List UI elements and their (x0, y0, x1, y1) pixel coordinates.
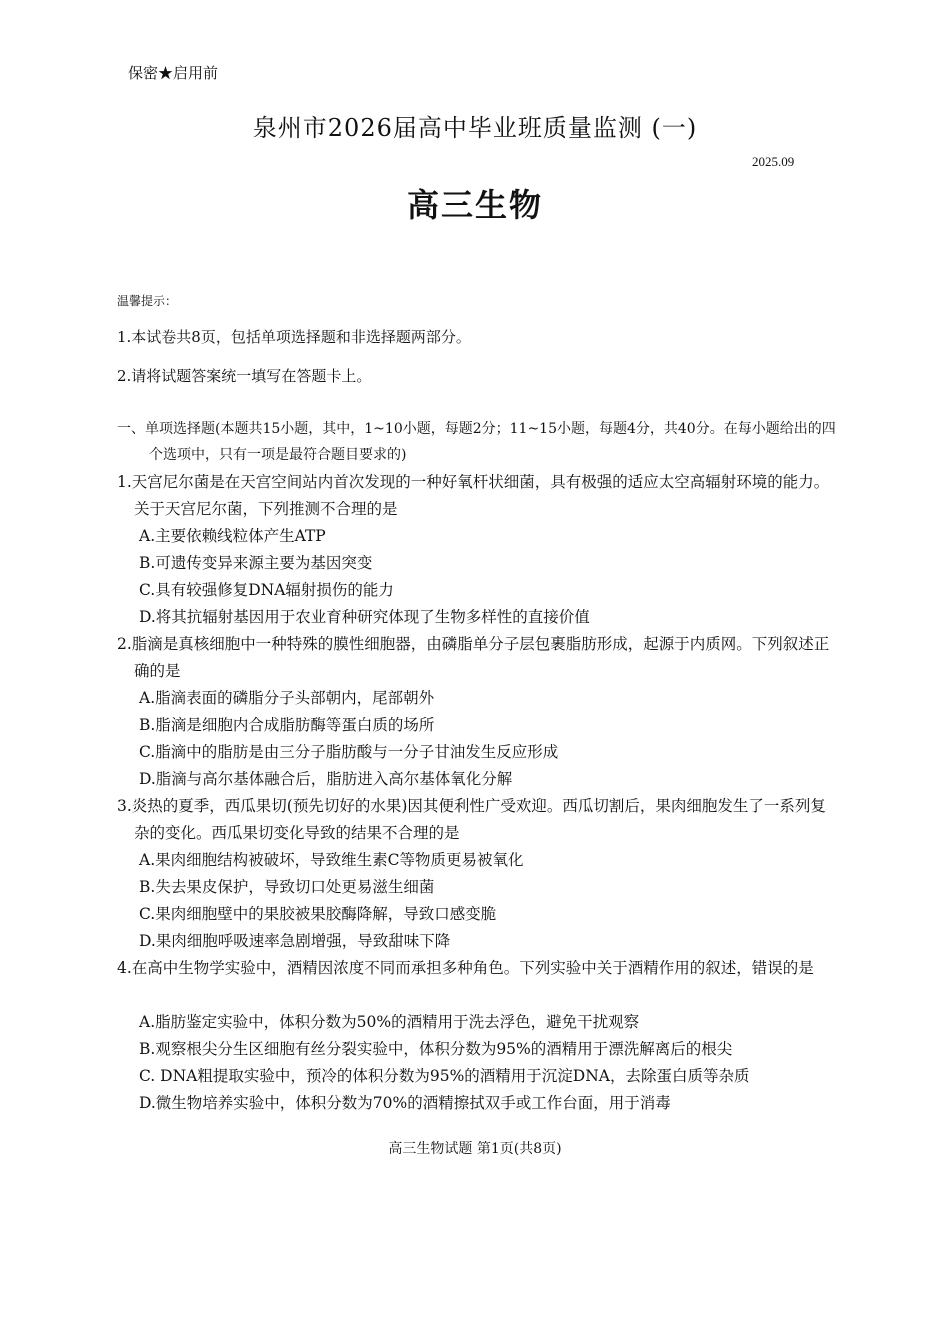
option: D.微生物培养实验中，体积分数为70%的酒精擦拭双手或工作台面，用于消毒 (139, 1094, 671, 1112)
option: A.果肉细胞结构被破坏，导致维生素C等物质更易被氧化 (139, 851, 524, 869)
option: A.主要依赖线粒体产生ATP (139, 527, 326, 545)
question-stem: 1.天宫尼尔菌是在天宫空间站内首次发现的一种好氧杆状细菌，具有极强的适应太空高辐射环境的能力。关于天宫尼尔菌，下列推测不合理的是 (117, 473, 830, 518)
exam-title: 泉州市2026届高中毕业班质量监测 (一) (252, 114, 698, 142)
tip-item: 1.本试卷共8页，包括单项选择题和非选择题两部分。 (117, 328, 471, 346)
page-footer: 高三生物试题 第1页(共8页) (388, 1141, 562, 1157)
option: D.将其抗辐射基因用于农业育种研究体现了生物多样性的直接价值 (139, 608, 590, 626)
exam-date: 2025.09 (752, 154, 795, 169)
option: C.果肉细胞壁中的果胶被果胶酶降解，导致口感变脆 (139, 905, 497, 923)
confidential-label: 保密★启用前 (128, 64, 219, 82)
subject-title: 高三生物 (406, 186, 543, 224)
tip-item: 2.请将试题答案统一填写在答题卡上。 (117, 367, 372, 385)
option: B.观察根尖分生区细胞有丝分裂实验中，体积分数为95%的酒精用于漂洗解离后的根尖 (139, 1040, 733, 1058)
option: B.脂滴是细胞内合成脂肪酶等蛋白质的场所 (139, 716, 435, 734)
tips-heading: 温馨提示： (117, 294, 178, 308)
question-stem: 2.脂滴是真核细胞中一种特殊的膜性细胞器，由磷脂单分子层包裹脂肪形成，起源于内质网。下列叙述正确的是 (117, 635, 830, 680)
option: C.脂滴中的脂肪是由三分子脂肪酸与一分子甘油发生反应形成 (139, 743, 559, 761)
option: D.脂滴与高尔基体融合后，脂肪进入高尔基体氧化分解 (139, 770, 513, 788)
option: D.果肉细胞呼吸速率急剧增强，导致甜味下降 (139, 932, 451, 950)
option: C.具有较强修复DNA辐射损伤的能力 (139, 581, 394, 599)
section-heading: 一、单项选择题(本题共15小题，其中，1~10小题，每题2分；11~15小题，每题4分，共40分。在每小题给出的四个选项中，只有一项是最符合题目要求的) (117, 421, 836, 463)
option: B.失去果皮保护，导致切口处更易滋生细菌 (139, 878, 435, 896)
option: C. DNA粗提取实验中，预冷的体积分数为95%的酒精用于沉淀DNA，去除蛋白质等杂质 (139, 1067, 750, 1085)
question-stem: 4.在高中生物学实验中，酒精因浓度不同而承担多种角色。下列实验中关于酒精作用的叙述，错误的是 (117, 959, 814, 977)
question-stem: 3.炎热的夏季，西瓜果切(预先切好的水果)因其便利性广受欢迎。西瓜切割后，果肉细胞发生了一系列复杂的变化。西瓜果切变化导致的结果不合理的是 (117, 797, 826, 842)
option: A.脂滴表面的磷脂分子头部朝内，尾部朝外 (139, 689, 435, 707)
option: B.可遗传变异来源主要为基因突变 (139, 554, 373, 572)
option: A.脂肪鉴定实验中，体积分数为50%的酒精用于洗去浮色，避免干扰观察 (139, 1013, 640, 1031)
